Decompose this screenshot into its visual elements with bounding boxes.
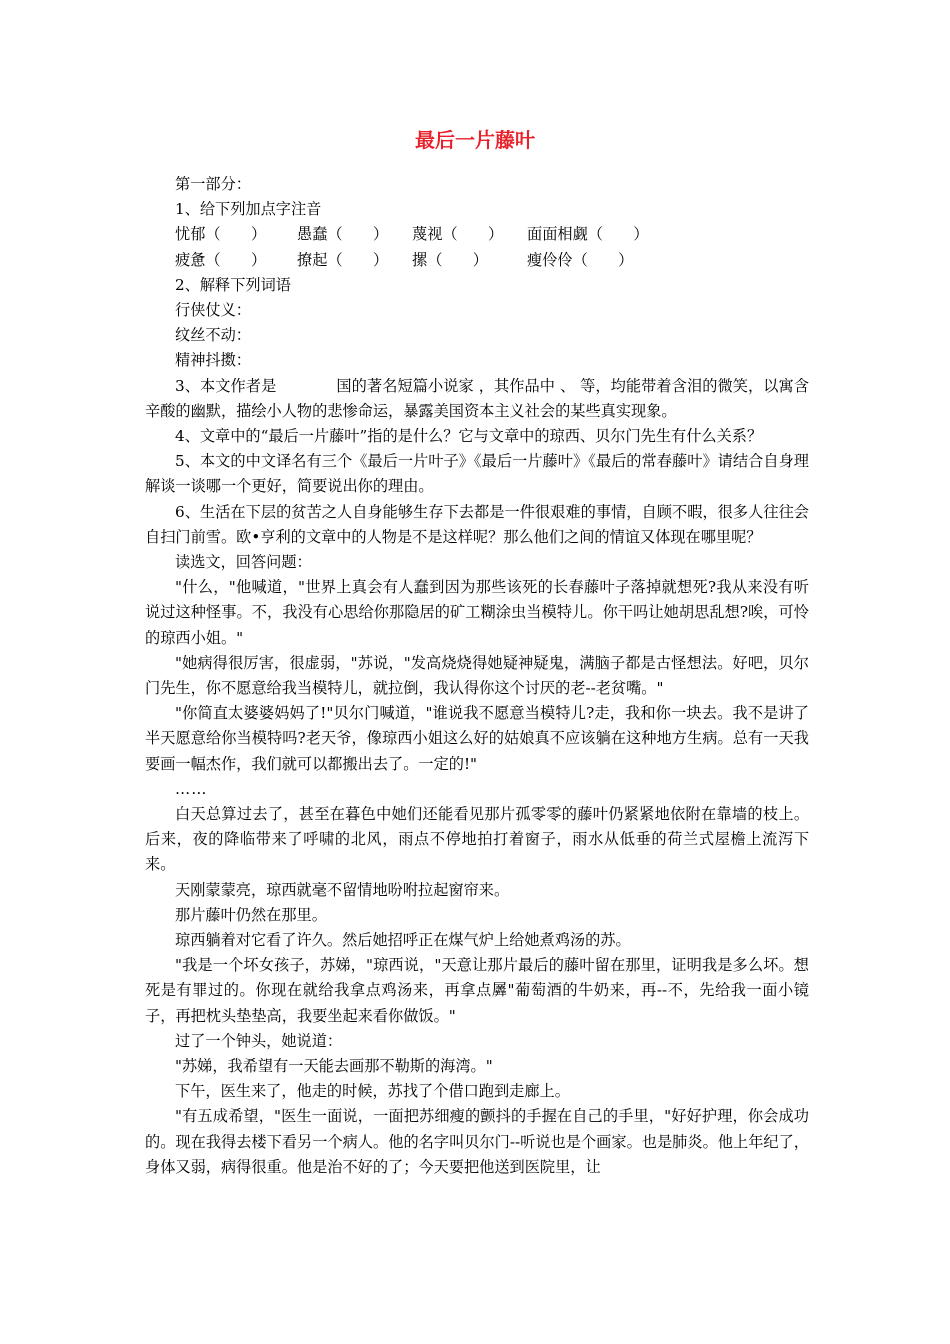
pinyin-item: 面面相觑（ ）	[527, 225, 649, 244]
question-3	[145, 374, 809, 424]
passage-paragraph: "什么，"他喊道，"世界上真会有人蠢到因为那些该死的长春藤叶子落掉就想死?我从来没有听说过这种怪事。不，我没有心思给你那隐居的矿工糊涂虫当模特儿。你干吗让她胡思乱想?唉，可怜的琼西小姐。"	[145, 578, 809, 647]
document-body	[145, 172, 809, 1180]
pinyin-item: 瘦伶伶（ ）	[527, 250, 634, 269]
term-1: 行侠仗义：	[175, 300, 251, 319]
question-4: 4、文章中的“最后一片藤叶”指的是什么？它与文章中的琼西、贝尔门先生有什么关系？	[175, 427, 763, 445]
passage-paragraph: "我是一个坏女孩子，苏娣，"琼西说，"天意让那片最后的藤叶留在那里，证明我是多么坏。想死是有罪过的。你现在就给我拿点鸡汤来，再拿点羼"葡萄酒的牛奶来，再--不，先给我一面小镜子，再把枕头垫垫高，我要坐起来看你做饭。"	[145, 956, 809, 1025]
section-heading: 第一部分：	[175, 175, 251, 193]
passage-paragraph: 过了一个钟头，她说道：	[175, 1031, 343, 1050]
reading-instruction: 读选文，回答问题：	[175, 553, 312, 572]
passage-paragraph: "苏娣，我希望有一天能去画那不勒斯的海湾。"	[175, 1057, 493, 1076]
question-5: 5、本文的中文译名有三个《最后一片叶子》《最后一片藤叶》《最后的常春藤叶》请结合自身理解谈一谈哪一个更好，简要说出你的理由。	[145, 452, 809, 496]
ellipsis: ……	[175, 779, 208, 798]
passage-paragraph: "她病得很厉害，很虚弱，"苏说，"发高烧烧得她疑神疑鬼，满脑子都是古怪想法。好吧，贝尔门先生，你不愿意给我当模特儿，就拉倒，我认得你这个讨厌的老--老贫嘴。"	[145, 653, 809, 698]
pinyin-item: 摞（ ）	[412, 250, 488, 269]
term-2: 纹丝不动：	[175, 326, 251, 345]
passage-paragraph: 白天总算过去了，甚至在暮色中她们还能看见那片孤零零的藤叶仍紧紧地依附在靠墙的枝上。后来，夜的降临带来了呼啸的北风，雨点不停地拍打着窗子，雨水从低垂的荷兰式屋檐上流泻下来。	[145, 805, 809, 874]
passage-paragraph: 琼西躺着对它看了许久。然后她招呼正在煤气炉上给她煮鸡汤的苏。	[175, 931, 631, 950]
pinyin-item: 忧郁（ ）	[175, 225, 267, 244]
passage-paragraph: "你简直太婆婆妈妈了!"贝尔门喊道，"谁说我不愿意当模特儿?走，我和你一块去。我不是讲了半天愿意给你当模特吗?老天爷，像琼西小姐这么好的姑娘真不应该躺在这种地方生病。总有一天我要画一幅杰作，我们就可以都搬出去了。一定的!"	[145, 704, 809, 773]
question-3-start: 3、本文作者是	[175, 376, 277, 395]
pinyin-item: 撩起（ ）	[297, 250, 389, 269]
term-3: 精神抖擞：	[175, 351, 251, 370]
pinyin-row-2	[175, 248, 809, 273]
passage-paragraph: 那片藤叶仍然在那里。	[175, 905, 327, 924]
pinyin-item: 蔑视（ ）	[412, 225, 504, 244]
pinyin-row-1	[175, 222, 809, 247]
passage-paragraph: 天刚蒙蒙亮，琼西就毫不留情地吩咐拉起窗帘来。	[175, 880, 510, 899]
passage-paragraph: 下午，医生来了，他走的时候，苏找了个借口跑到走廊上。	[175, 1082, 570, 1101]
passage-paragraph: "有五成希望，"医生一面说，一面把苏细瘦的颤抖的手握在自己的手里，"好好护理，你会成功的。现在我得去楼下看另一个病人。他的名字叫贝尔门--听说也是个画家。也是肺炎。他上年纪了，身体又弱，病得很重。他是治不好的了；今天要把他送到医院里，让	[145, 1107, 809, 1176]
question-6: 6、生活在下层的贫苦之人自身能够生存下去都是一件很艰难的事情，自顾不暇，很多人往往会自扫门前雪。欧•亨利的文章中的人物是不是这样呢？那么他们之间的情谊又体现在哪里呢？	[145, 502, 809, 546]
document-title: 最后一片藤叶	[415, 128, 535, 152]
pinyin-item: 愚蠢（ ）	[297, 225, 389, 244]
question-3-rest: 国的著名短篇小说家 ，其作品中 、 等，均能带着含泪的微笑，以寓含辛酸的幽默，描绘小人物的悲惨命运，暴露美国资本主义社会的某些真实现象。	[145, 376, 810, 420]
pinyin-item: 疲惫（ ）	[175, 250, 267, 269]
question-2: 2、解释下列词语	[175, 275, 291, 294]
question-1: 1、给下列加点字注音	[175, 200, 322, 219]
